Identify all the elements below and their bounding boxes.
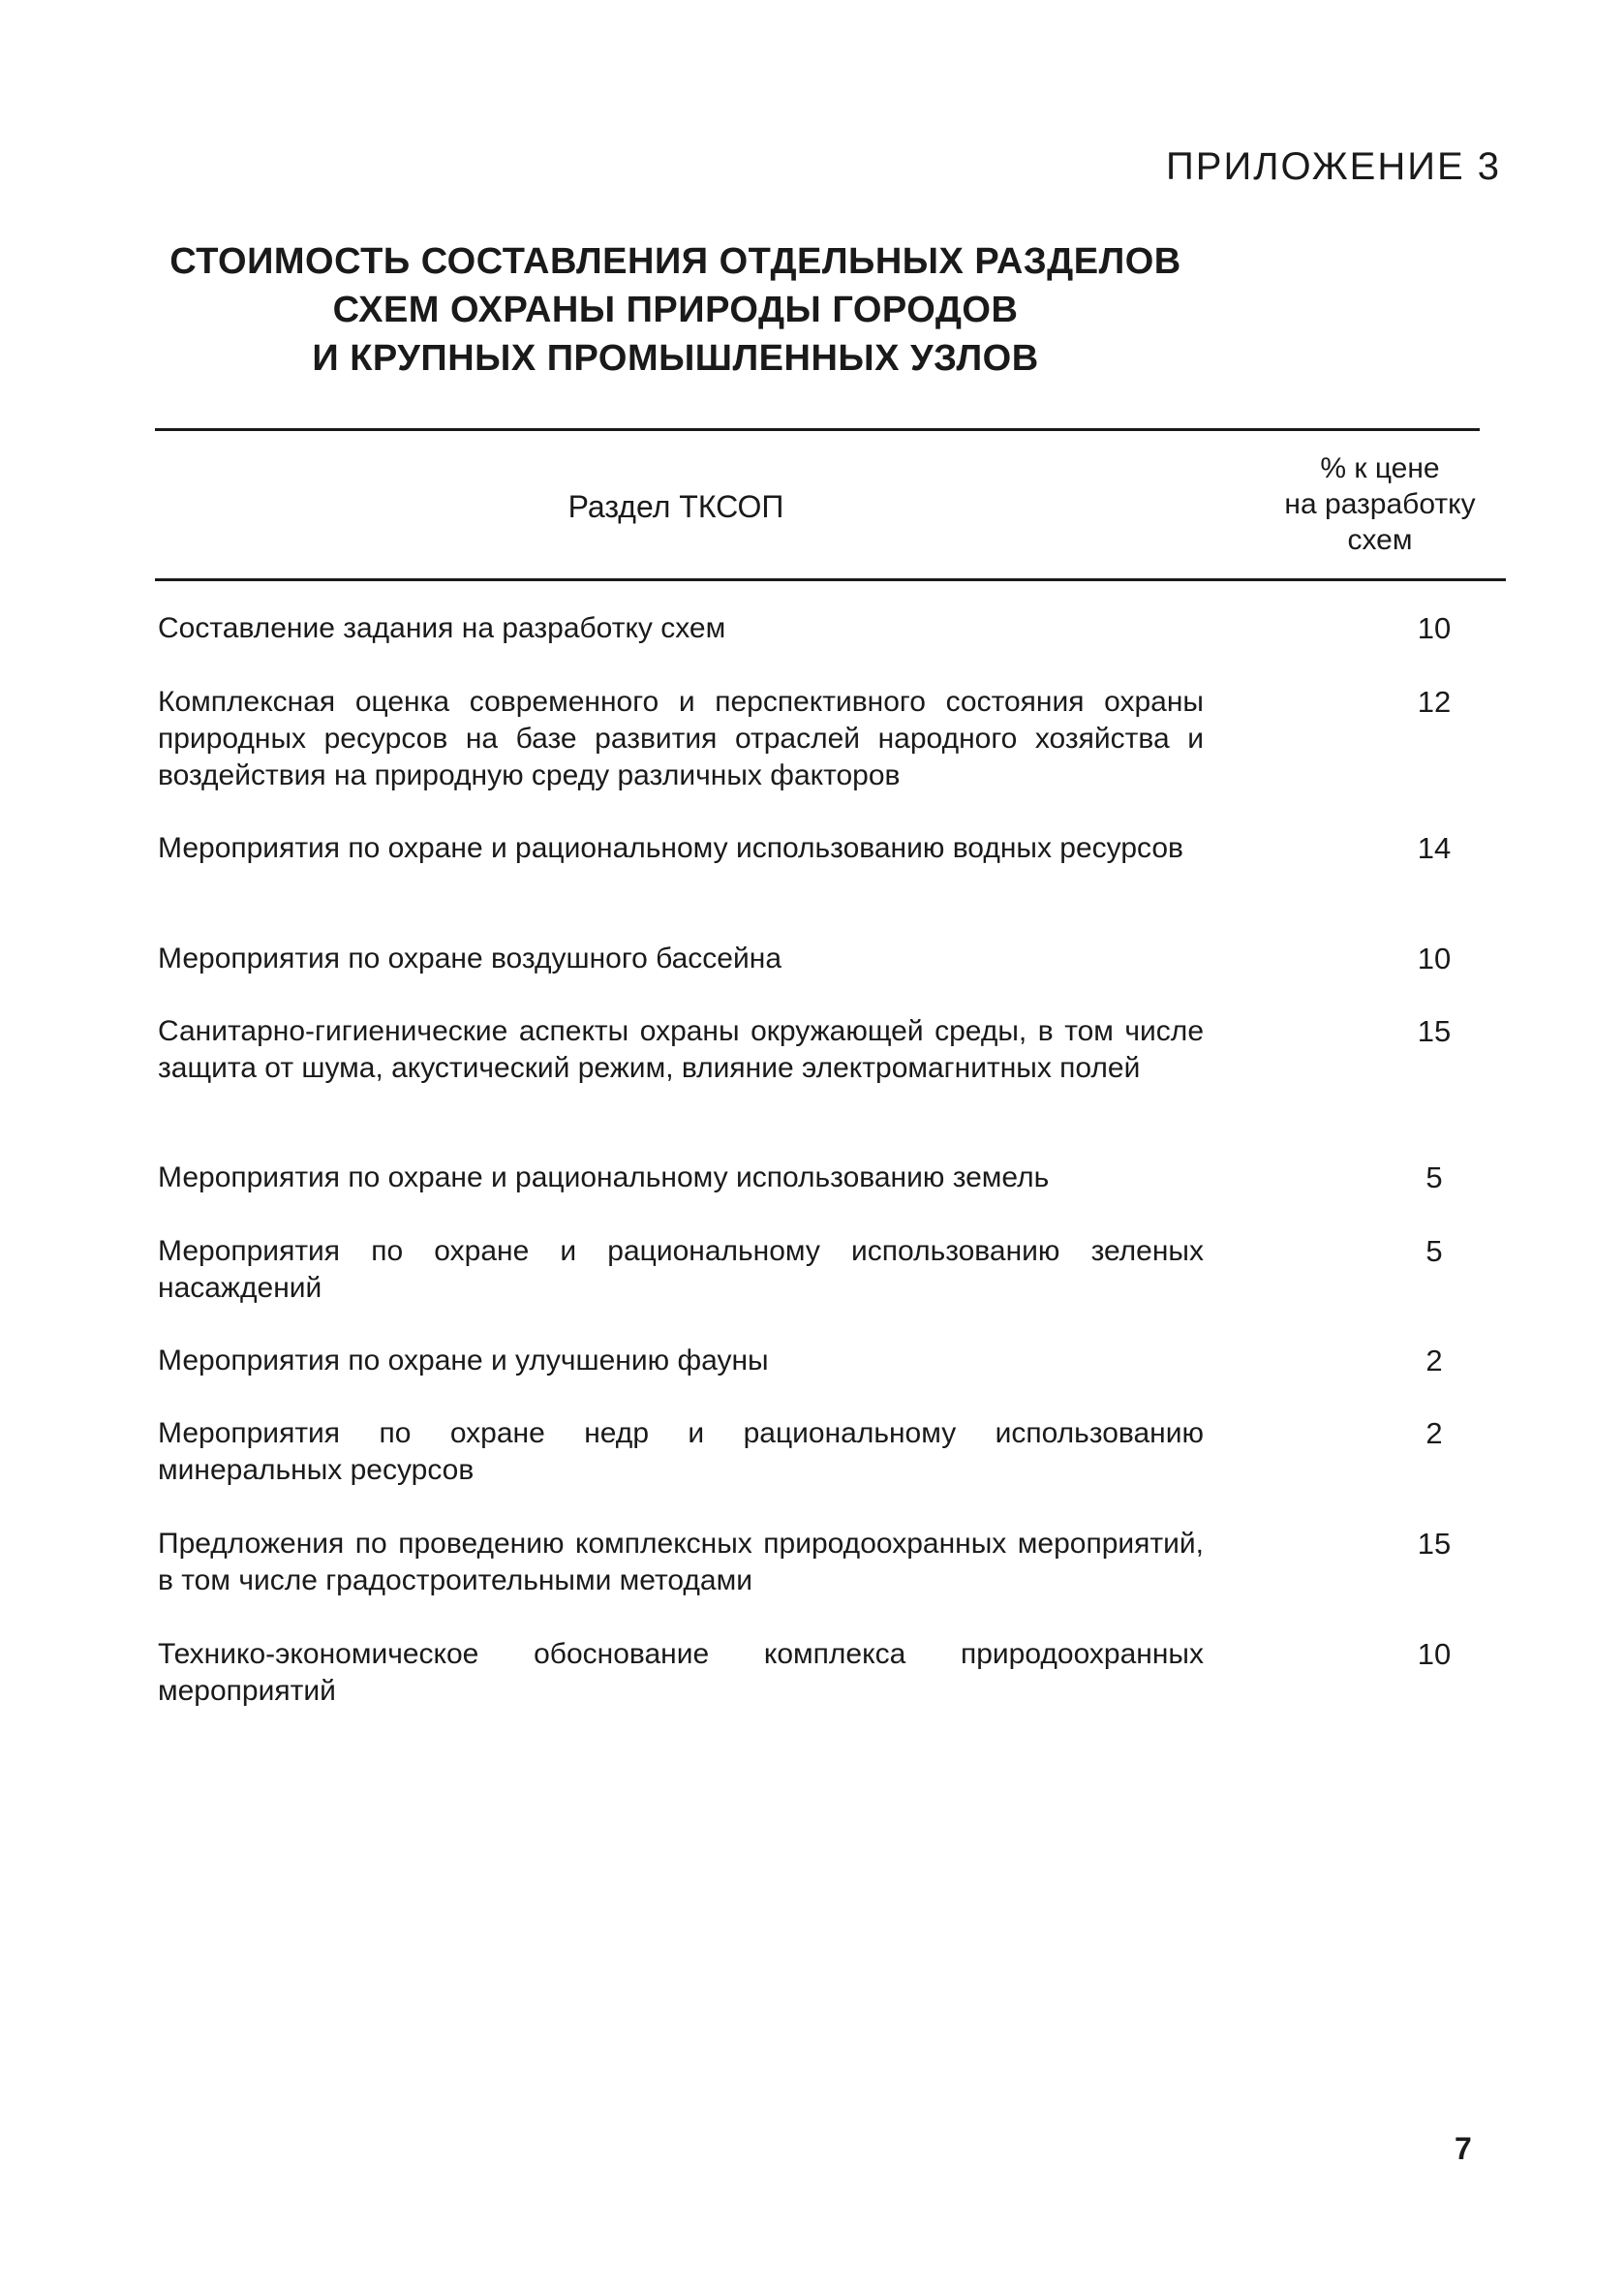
table-header-rule (155, 578, 1506, 581)
table-row (158, 1343, 1514, 1379)
row-percent-value: 10 (1417, 1637, 1452, 1671)
table-row (158, 1013, 1514, 1087)
row-section-text: Комплексная оценка современного и перспективного состояния охраны природных ресурсов на базе развития отраслей народного хозяйства и воздействия на природную среду различных факторов (158, 686, 1204, 791)
column-header-percent (1230, 450, 1530, 558)
header-percent-line-1: % к цене (1320, 452, 1440, 484)
header-percent-line-2: на разработку (1284, 488, 1476, 520)
row-percent-value: 15 (1417, 1014, 1452, 1048)
row-percent-value: 15 (1417, 1527, 1452, 1561)
title-line-3: И КРУПНЫХ ПРОМЫШЛЕННЫХ УЗЛОВ (312, 338, 1039, 379)
row-percent-value: 10 (1417, 942, 1452, 975)
row-section-text: Мероприятия по охране и рациональному использованию земель (158, 1161, 1050, 1193)
table-row (158, 1526, 1514, 1599)
row-percent-value: 2 (1425, 1344, 1443, 1377)
table-row (158, 684, 1514, 794)
table-row (158, 1636, 1514, 1710)
row-percent-value: 5 (1425, 1160, 1443, 1194)
title-line-2: СХЕМ ОХРАНЫ ПРИРОДЫ ГОРОДОВ (332, 290, 1019, 330)
title-line-1: СТОИМОСТЬ СОСТАВЛЕНИЯ ОТДЕЛЬНЫХ РАЗДЕЛОВ (169, 241, 1181, 282)
row-section-text: Санитарно-гигиенические аспекты охраны окружающей среды, в том числе защита от шума, акустический режим, влияние электромагнитных полей (158, 1015, 1204, 1084)
row-percent-value: 5 (1425, 1234, 1443, 1268)
table-row (158, 610, 1514, 647)
row-section-text: Мероприятия по охране и улучшению фауны (158, 1345, 769, 1376)
appendix-label: ПРИЛОЖЕНИЕ 3 (1166, 145, 1501, 188)
document-title (155, 237, 1196, 383)
row-section-text: Мероприятия по охране и рациональному использованию зеленых насаждений (158, 1235, 1204, 1304)
table-row (158, 1160, 1514, 1196)
table-row (158, 830, 1514, 867)
column-header-section: Раздел ТКСОП (567, 489, 784, 524)
row-section-text: Технико-экономическое обоснование комплекса природоохранных мероприятий (158, 1638, 1204, 1707)
row-percent-value: 10 (1417, 611, 1452, 645)
header-percent-line-3: схем (1347, 524, 1413, 556)
row-percent-value: 2 (1425, 1416, 1443, 1450)
page-number: 7 (1455, 2131, 1472, 2166)
table-row (158, 1415, 1514, 1489)
table-row (158, 1233, 1514, 1307)
row-section-text: Мероприятия по охране недр и рациональному использованию минеральных ресурсов (158, 1417, 1204, 1486)
row-section-text: Предложения по проведению комплексных природоохранных мероприятий, в том числе градостроительными методами (158, 1528, 1204, 1596)
table-top-rule (155, 428, 1480, 431)
table-row (158, 941, 1514, 977)
row-percent-value: 14 (1417, 831, 1452, 865)
row-section-text: Мероприятия по охране и рациональному использованию водных ресурсов (158, 832, 1183, 864)
row-percent-value: 12 (1417, 685, 1452, 719)
row-section-text: Мероприятия по охране воздушного бассейна (158, 943, 782, 974)
row-section-text: Составление задания на разработку схем (158, 612, 726, 644)
